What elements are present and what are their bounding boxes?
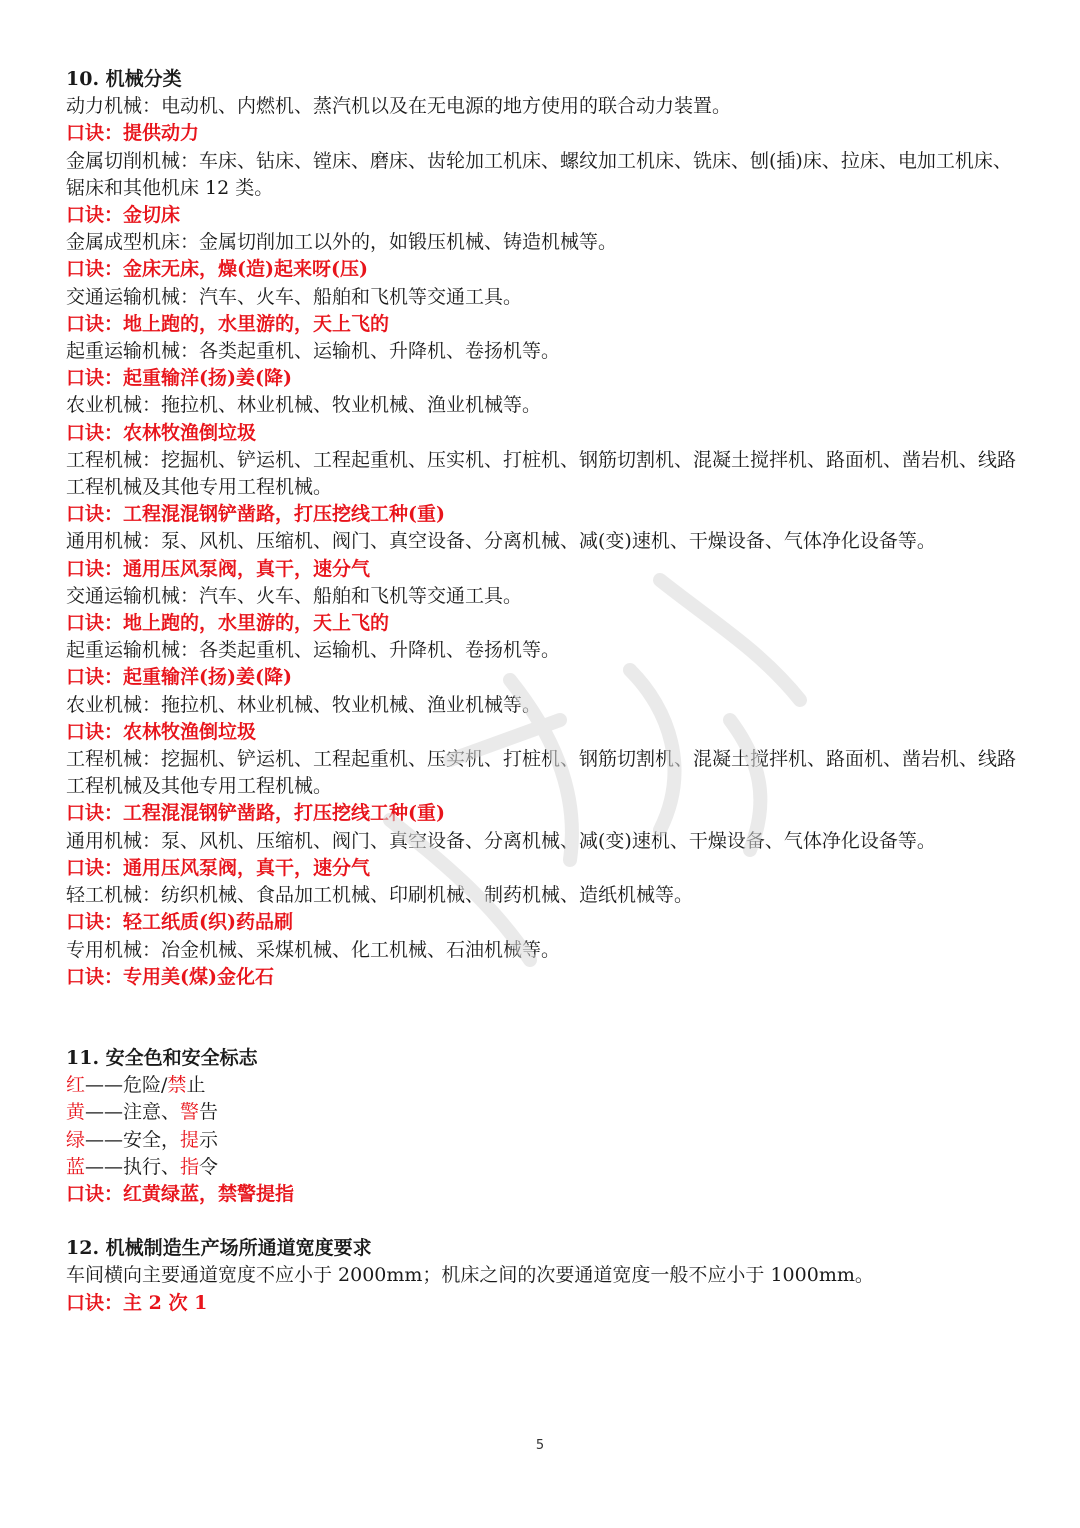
meaning-text: 执行、 [123,1155,181,1178]
meaning-text: 注意、 [123,1101,181,1124]
mnemonic-key-char: 禁 [167,1074,187,1097]
page-number: 5 [535,1438,545,1453]
mnemonic-line: 口诀：金床无床，燥(造)起来呀(压) [66,258,368,281]
section-11 [66,1045,1016,1208]
dash-separator: —— [85,1155,124,1178]
body-text-line: 通用机械：泵、风机、压缩机、阀门、真空设备、分离机械、减(变)速机、干燥设备、气体净化设备等。 [66,829,936,852]
mnemonic-line: 口诀：农林牧渔倒垃圾 [66,421,257,444]
section-12-mnemonic: 口诀：主 2 次 1 [66,1291,208,1314]
mnemonic-key-char: 提 [180,1128,200,1151]
section-11-title: 11. 安全色和安全标志 [66,1046,258,1069]
meaning-text: 止 [186,1074,206,1097]
body-text-line: 工程机械：挖掘机、铲运机、工程起重机、压实机、打桩机、钢筋切割机、混凝土搅拌机、路面机、凿岩机、线路工程机械及其他专用工程机械。 [66,748,1017,798]
section-spacer [66,1208,1016,1235]
mnemonic-line: 口诀：工程混混钢铲凿路，打压挖线工种(重) [66,802,445,825]
body-text-line: 农业机械：拖拉机、林业机械、牧业机械、渔业机械等。 [66,394,542,417]
safety-color-row [66,1127,1016,1154]
body-text-line: 金属切削机械：车床、钻床、镗床、磨床、齿轮加工机床、螺纹加工机床、铣床、刨(插)床、拉床、电加工机床、锯床和其他机床 12 类。 [66,149,1012,199]
section-spacer [66,991,1016,1045]
mnemonic-line: 口诀：工程混混钢铲凿路，打压挖线工种(重) [66,503,445,526]
safety-color-name: 黄 [66,1101,86,1124]
body-text-line: 专用机械：冶金机械、采煤机械、化工机械、石油机械等。 [66,938,561,961]
body-text-line: 起重运输机械：各类起重机、运输机、升降机、卷扬机等。 [66,340,561,363]
safety-color-row [66,1099,1016,1126]
meaning-text: 安全， [123,1128,181,1151]
section-11-mnemonic: 口诀：红黄绿蓝，禁警提指 [66,1182,295,1205]
body-text-line: 起重运输机械：各类起重机、运输机、升降机、卷扬机等。 [66,639,561,662]
dash-separator: —— [85,1074,124,1097]
meaning-text: 令 [199,1155,219,1178]
dash-separator: —— [85,1128,124,1151]
section-10 [66,66,1016,991]
meaning-text: 示 [199,1128,219,1151]
body-text-line: 通用机械：泵、风机、压缩机、阀门、真空设备、分离机械、减(变)速机、干燥设备、气体净化设备等。 [66,530,936,553]
section-12 [66,1235,1016,1317]
mnemonic-line: 口诀：农林牧渔倒垃圾 [66,720,257,743]
mnemonic-key-char: 警 [180,1101,200,1124]
document-page [66,66,1016,1317]
safety-color-row [66,1072,1016,1099]
safety-color-name: 蓝 [66,1155,86,1178]
mnemonic-line: 口诀：起重输洋(扬)姜(降) [66,666,292,689]
meaning-text: 危险/ [123,1074,168,1097]
body-text-line: 轻工机械：纺织机械、食品加工机械、印刷机械、制药机械、造纸机械等。 [66,884,694,907]
safety-color-row [66,1154,1016,1181]
section-10-body [66,93,1016,991]
mnemonic-line: 口诀：起重输洋(扬)姜(降) [66,367,292,390]
mnemonic-line: 口诀：通用压风泵阀，真干，速分气 [66,557,371,580]
section-10-title: 10. 机械分类 [66,68,182,90]
mnemonic-line: 口诀：提供动力 [66,122,200,145]
safety-color-list [66,1072,1016,1181]
mnemonic-line: 口诀：地上跑的，水里游的，天上飞的 [66,612,390,635]
mnemonic-line: 口诀：轻工纸质(织)药品刷 [66,911,293,934]
body-text-line: 交通运输机械：汽车、火车、船舶和飞机等交通工具。 [66,584,523,607]
body-text-line: 交通运输机械：汽车、火车、船舶和飞机等交通工具。 [66,285,523,308]
meaning-text: 告 [199,1101,219,1124]
mnemonic-line: 口诀：地上跑的，水里游的，天上飞的 [66,312,390,335]
body-text-line: 工程机械：挖掘机、铲运机、工程起重机、压实机、打桩机、钢筋切割机、混凝土搅拌机、路面机、凿岩机、线路工程机械及其他专用工程机械。 [66,448,1017,499]
safety-color-name: 绿 [66,1128,86,1151]
mnemonic-line: 口诀：金切床 [66,204,181,227]
safety-color-name: 红 [66,1074,86,1097]
body-text-line: 动力机械：电动机、内燃机、蒸汽机以及在无电源的地方使用的联合动力装置。 [66,95,732,118]
section-12-title: 12. 机械制造生产场所通道宽度要求 [66,1237,372,1260]
mnemonic-line: 口诀：专用美(煤)金化石 [66,965,274,988]
dash-separator: —— [85,1101,124,1124]
mnemonic-key-char: 指 [180,1155,200,1178]
body-text-line: 金属成型机床：金属切削加工以外的，如锻压机械、铸造机械等。 [66,231,618,254]
body-text-line: 农业机械：拖拉机、林业机械、牧业机械、渔业机械等。 [66,693,542,716]
mnemonic-line: 口诀：通用压风泵阀，真干，速分气 [66,856,371,879]
section-12-text: 车间横向主要通道宽度不应小于 2000mm；机床之间的次要通道宽度一般不应小于 1000mm。 [66,1264,874,1287]
